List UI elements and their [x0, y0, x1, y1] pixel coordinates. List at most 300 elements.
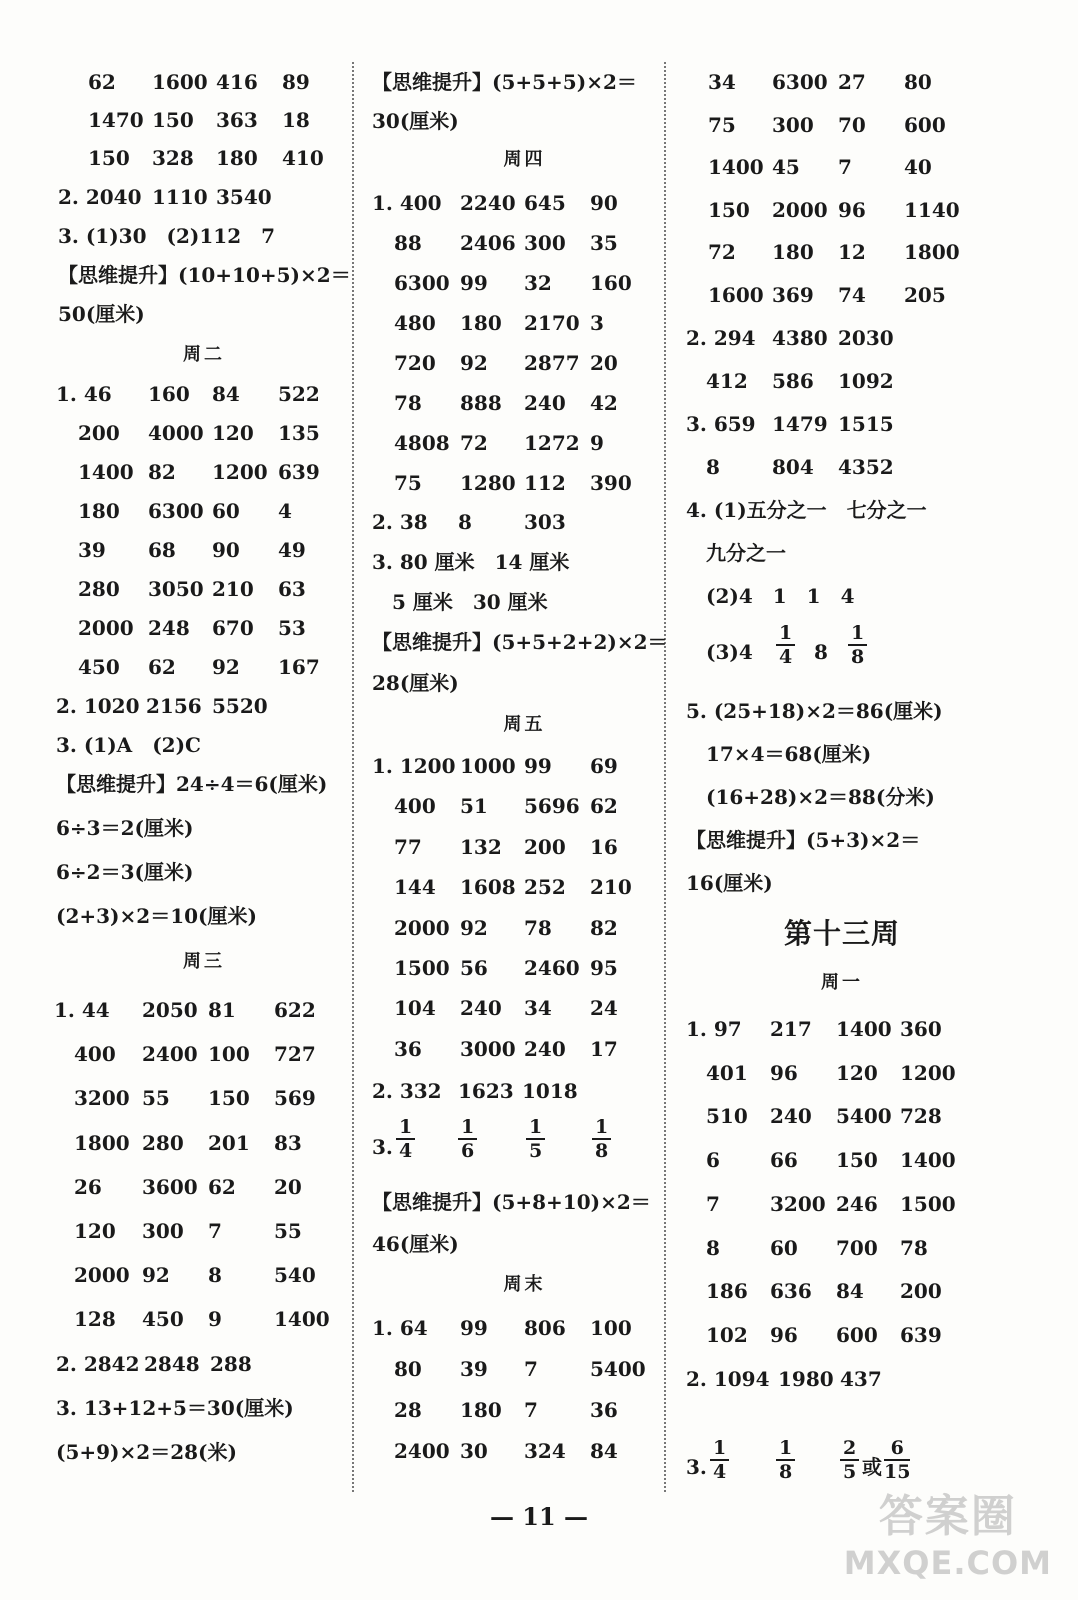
numerator: 1 — [396, 1116, 415, 1140]
fraction — [848, 622, 867, 668]
answer-value: 369 — [772, 283, 814, 307]
answer-value: 1800 — [74, 1130, 130, 1155]
answer-value: 5400 — [836, 1104, 892, 1129]
answer-value: 416 — [216, 70, 258, 94]
answer-value: 128 — [74, 1307, 116, 1332]
answer-value: 1. 64 — [372, 1316, 428, 1340]
answer-value: 2. 1020 — [56, 694, 140, 718]
answer-value: 75 — [708, 112, 736, 137]
answer-value: 480 — [394, 311, 436, 335]
answer-value: 300 — [524, 231, 566, 255]
answer-value: 639 — [278, 460, 320, 484]
denominator: 8 — [779, 1461, 793, 1483]
numerator: 1 — [592, 1116, 611, 1140]
answer-value: 80 — [904, 70, 932, 94]
answer-value: 7 — [208, 1219, 222, 1243]
numerator: 1 — [776, 1437, 795, 1461]
answer-value: 7 — [524, 1357, 538, 1381]
answer-value: 3200 — [770, 1191, 826, 1216]
answer-value: 363 — [216, 108, 258, 132]
answer-value: 39 — [460, 1357, 488, 1381]
answer-value: 1110 — [152, 185, 208, 209]
answer-value: 400 — [74, 1042, 116, 1067]
answer-value: 636 — [770, 1279, 812, 1304]
answer-value: 1608 — [460, 875, 516, 900]
answer-value: 888 — [460, 391, 502, 415]
answer-value: 150 — [708, 197, 750, 222]
answer-value: 246 — [836, 1191, 878, 1216]
answer-value: 1600 — [708, 283, 764, 307]
answer-value: 240 — [770, 1104, 812, 1129]
answer-value: 89 — [282, 70, 310, 94]
answer-value: 5400 — [590, 1357, 646, 1381]
answer-value: 1400 — [708, 155, 764, 180]
answer-value: 2406 — [460, 231, 516, 255]
answer-line: 30(厘米) — [372, 109, 459, 133]
answer-value: 62 — [590, 794, 618, 819]
thinking-answer: 【思维提升】(5+5+2+2)×2＝ — [372, 630, 668, 654]
fraction — [710, 1437, 729, 1483]
answer-value: 180 — [216, 146, 258, 170]
answer-value: 28 — [394, 1398, 422, 1422]
watermark — [844, 1480, 1052, 1582]
answer-value: 437 — [840, 1367, 882, 1391]
answer-value: 90 — [590, 191, 618, 215]
answer-value: 1. 44 — [54, 998, 110, 1022]
answer-value: 120 — [74, 1219, 116, 1243]
day-heading: 周四 — [503, 149, 546, 170]
answer-value: 4000 — [148, 421, 204, 445]
answer-value: 6 — [706, 1148, 720, 1173]
answer-value: 150 — [836, 1148, 878, 1173]
numerator: 1 — [526, 1116, 545, 1140]
answer-value: 5520 — [212, 694, 268, 718]
answer-value: 8 — [208, 1263, 222, 1288]
answer-value: 288 — [210, 1352, 252, 1376]
answer-value: 84 — [212, 382, 240, 406]
answer-value: 569 — [274, 1086, 316, 1111]
answer-value: 12 — [838, 240, 866, 265]
fraction — [776, 1437, 795, 1483]
answer-value: 34 — [708, 70, 736, 94]
answer-value: 30 — [460, 1439, 488, 1463]
answer-value: 42 — [590, 391, 618, 415]
answer-value: 100 — [590, 1316, 632, 1340]
answer-value: 102 — [706, 1322, 748, 1347]
numerator: 1 — [458, 1116, 477, 1140]
answer-value: 450 — [142, 1307, 184, 1332]
answer-line: 17×4＝68(厘米) — [706, 742, 872, 766]
answer-line: 3. (1)A (2)C — [56, 733, 201, 757]
answer-value: 36 — [394, 1036, 422, 1061]
answer-value: 35 — [590, 231, 618, 255]
answer-value: 2000 — [772, 197, 828, 222]
answer-value: 180 — [772, 240, 814, 265]
answer-value: 1140 — [904, 197, 960, 222]
answer-value: 1470 — [88, 108, 144, 132]
answer-value: 99 — [460, 271, 488, 295]
answer-value: 82 — [148, 460, 176, 484]
answer-value: 450 — [78, 655, 120, 679]
answer-line: 28(厘米) — [372, 671, 459, 695]
answer-value: 328 — [152, 146, 194, 170]
answer-value: 2000 — [78, 616, 134, 640]
answer-value: 600 — [904, 112, 946, 137]
day-heading: 周三 — [183, 951, 225, 972]
answer-value: 720 — [394, 351, 436, 375]
answer-line: (2)4 1 1 4 — [706, 584, 855, 608]
answer-value: 2400 — [142, 1042, 198, 1067]
answer-value: 1400 — [78, 460, 134, 484]
answer-value: 2000 — [74, 1263, 130, 1288]
answer-value: 180 — [460, 1398, 502, 1422]
answer-value: 51 — [460, 794, 488, 819]
answer-value: 200 — [78, 421, 120, 445]
answer-value: 112 — [524, 471, 566, 495]
answer-value: 2050 — [142, 998, 198, 1022]
fraction — [884, 1437, 910, 1483]
answer-value: 240 — [524, 391, 566, 415]
question-number: 3. — [372, 1135, 393, 1159]
watermark-line-1: 答案圈 — [878, 1491, 1017, 1542]
answer-value: 412 — [706, 369, 748, 393]
answer-value: 1200 — [900, 1060, 956, 1085]
answer-value: 144 — [394, 875, 436, 900]
answer-value: 100 — [208, 1042, 250, 1067]
or-text: 或 — [862, 1455, 882, 1479]
day-heading: 周末 — [503, 1274, 546, 1295]
answer-value: 510 — [706, 1104, 748, 1129]
answer-value: 88 — [394, 231, 422, 255]
fraction — [592, 1116, 611, 1162]
answer-value: 360 — [900, 1017, 942, 1041]
answer-value: 3540 — [216, 185, 272, 209]
denominator: 5 — [529, 1140, 543, 1162]
answer-value: 3600 — [142, 1174, 198, 1199]
answer-value: 6300 — [772, 70, 828, 94]
answer-value: 2170 — [524, 311, 580, 335]
answer-value: 55 — [274, 1219, 302, 1243]
column-divider — [352, 62, 354, 1492]
answer-line: 5 厘米 30 厘米 — [392, 590, 548, 614]
answer-value: 252 — [524, 875, 566, 900]
answer-value: 390 — [590, 471, 632, 495]
answer-value: 280 — [142, 1130, 184, 1155]
answer-value: 200 — [524, 834, 566, 859]
answer-value: 69 — [590, 754, 618, 778]
answer-value: 82 — [590, 915, 618, 940]
answer-value: 2. 1094 — [686, 1367, 770, 1391]
thinking-answer: 【思维提升】(5+5+5)×2＝ — [372, 70, 637, 94]
answer-line: 6÷3＝2(厘米) — [56, 816, 194, 840]
answer-value: 401 — [706, 1060, 748, 1085]
answer-value: 4808 — [394, 431, 450, 455]
answer-value: 1. 400 — [372, 191, 442, 215]
answer-value: 4352 — [838, 455, 894, 479]
answer-value: 1500 — [394, 956, 450, 980]
answer-value: 300 — [142, 1219, 184, 1243]
day-heading: 周五 — [503, 714, 546, 735]
answer-value: 280 — [78, 577, 120, 601]
answer-value: 160 — [148, 382, 190, 406]
answer-value: 74 — [838, 283, 866, 307]
answer-value: 26 — [74, 1174, 102, 1199]
denominator: 4 — [779, 646, 793, 668]
answer-value: 1980 — [778, 1367, 834, 1391]
answer-value: 8 — [706, 1235, 720, 1260]
answer-value: 180 — [78, 499, 120, 523]
answer-value: 160 — [590, 271, 632, 295]
answer-value: 62 — [148, 655, 176, 679]
answer-value: 70 — [838, 112, 866, 137]
numerator: 1 — [710, 1437, 729, 1461]
answer-value: 167 — [278, 655, 320, 679]
answer-value: 78 — [900, 1235, 928, 1260]
answer-value: 62 — [208, 1174, 236, 1199]
answer-line: 50(厘米) — [58, 302, 145, 326]
answer-value: 34 — [524, 996, 552, 1021]
answer-value: 670 — [212, 616, 254, 640]
answer-value: 92 — [142, 1263, 170, 1288]
denominator: 4 — [399, 1140, 413, 1162]
answer-value: 1800 — [904, 240, 960, 265]
answer-value: 1272 — [524, 431, 580, 455]
answer-value: 3 — [590, 311, 604, 335]
answer-value: 78 — [524, 915, 552, 940]
numerator: 1 — [776, 622, 795, 646]
numerator: 1 — [848, 622, 867, 646]
answer-value: 240 — [524, 1036, 566, 1061]
answer-value: 95 — [590, 956, 618, 980]
answer-value: 9 — [208, 1307, 222, 1332]
answer-line: 6÷2＝3(厘米) — [56, 860, 194, 884]
answer-value: 6300 — [394, 271, 450, 295]
answer-value: 78 — [394, 391, 422, 415]
answer-value: 84 — [590, 1439, 618, 1463]
answer-line: 46(厘米) — [372, 1232, 459, 1256]
answer-value: 68 — [148, 538, 176, 562]
answer-value: 7 — [838, 155, 852, 180]
denominator: 6 — [461, 1140, 475, 1162]
answer-value: 66 — [770, 1148, 798, 1173]
answer-value: 90 — [212, 538, 240, 562]
answer-value: 18 — [282, 108, 310, 132]
answer-value: 39 — [78, 538, 106, 562]
answer-value: 1. 46 — [56, 382, 112, 406]
answer-value: 2. 294 — [686, 326, 756, 350]
answer-value: 2400 — [394, 1439, 450, 1463]
answer-value: 150 — [88, 146, 130, 170]
answer-value: 1200 — [212, 460, 268, 484]
answer-value: 120 — [212, 421, 254, 445]
watermark-line-2: MXQE.COM — [843, 1544, 1052, 1582]
answer-value: 186 — [706, 1279, 748, 1304]
answer-value: 6300 — [148, 499, 204, 523]
answer-value: 45 — [772, 155, 800, 180]
answer-value: 8 — [706, 455, 720, 479]
answer-value: 324 — [524, 1439, 566, 1463]
answer-value: 1280 — [460, 471, 516, 495]
answer-value: 60 — [212, 499, 240, 523]
answer-value: (3)4 — [706, 640, 753, 664]
answer-value: 5696 — [524, 794, 580, 819]
numerator: 2 — [840, 1437, 859, 1461]
answer-value: 8 — [458, 510, 472, 534]
denominator: 15 — [884, 1461, 911, 1483]
answer-value: 622 — [274, 998, 316, 1022]
thinking-answer: 【思维提升】(5+8+10)×2＝ — [372, 1190, 651, 1214]
answer-value: 56 — [460, 956, 488, 980]
answer-value: 1623 — [458, 1079, 514, 1103]
denominator: 5 — [843, 1461, 857, 1483]
answer-value: 700 — [836, 1235, 878, 1260]
answer-value: 150 — [208, 1086, 250, 1111]
answer-value: 96 — [838, 197, 866, 222]
answer-value: 7 — [706, 1191, 720, 1216]
answer-value: 240 — [460, 996, 502, 1021]
answer-value: 72 — [460, 431, 488, 455]
day-heading: 周一 — [821, 972, 863, 993]
answer-value: 120 — [836, 1060, 878, 1085]
answer-value: 9 — [590, 431, 604, 455]
answer-value: 83 — [274, 1130, 302, 1155]
answer-value: 3200 — [74, 1086, 130, 1111]
answer-value: 55 — [142, 1086, 170, 1111]
answer-value: 99 — [524, 754, 552, 778]
answer-value: 132 — [460, 834, 502, 859]
answer-value: 20 — [590, 351, 618, 375]
answer-value: 4 — [278, 499, 292, 523]
answer-line: 3. 13+12+5＝30(厘米) — [56, 1396, 294, 1420]
answer-value: 96 — [770, 1060, 798, 1085]
fraction — [776, 622, 795, 668]
answer-value: 200 — [900, 1279, 942, 1304]
answer-value: 2. 2842 — [56, 1352, 140, 1376]
answer-value: 92 — [460, 351, 488, 375]
thinking-answer: 【思维提升】(5+3)×2＝ — [686, 828, 921, 852]
answer-value: 99 — [460, 1316, 488, 1340]
answer-value: 540 — [274, 1263, 316, 1288]
answer-value: 410 — [282, 146, 324, 170]
answer-value: 2. 38 — [372, 510, 428, 534]
answer-value: 2000 — [394, 915, 450, 940]
week-heading: 第十三周 — [783, 917, 900, 950]
answer-value: 201 — [208, 1130, 250, 1155]
question-number: 3. — [686, 1455, 707, 1479]
answer-value: 150 — [152, 108, 194, 132]
answer-value: 205 — [904, 283, 946, 307]
answer-value: 27 — [838, 70, 866, 94]
answer-value: 1400 — [274, 1307, 330, 1332]
answer-value: 645 — [524, 191, 566, 215]
answer-value: 3000 — [460, 1036, 516, 1061]
answer-value: 75 — [394, 471, 422, 495]
answer-line: 3. (1)30 (2)112 7 — [58, 224, 276, 248]
page-number: — 11 — — [489, 1502, 589, 1531]
answer-value: 1092 — [838, 369, 894, 393]
answer-value: 16 — [590, 834, 618, 859]
answer-value: 2240 — [460, 191, 516, 215]
answer-value: 727 — [274, 1042, 316, 1067]
answer-value: 1400 — [836, 1017, 892, 1041]
answer-value: 3050 — [148, 577, 204, 601]
answer-line: 16(厘米) — [686, 871, 773, 895]
answer-value: 53 — [278, 616, 306, 640]
thinking-answer: 【思维提升】24÷4＝6(厘米) — [56, 772, 328, 796]
answer-value: 104 — [394, 996, 436, 1021]
answer-line: 九分之一 — [706, 541, 786, 565]
answer-value: 62 — [88, 70, 116, 94]
answer-value: 72 — [708, 240, 736, 265]
answer-value: 2848 — [144, 1352, 200, 1376]
answer-value: 3. 659 — [686, 412, 756, 436]
answer-value: 63 — [278, 577, 306, 601]
answer-line: 4. (1)五分之一 七分之一 — [686, 498, 927, 522]
thinking-answer: 【思维提升】(10+10+5)×2＝ — [58, 263, 351, 287]
answer-line: 3. 80 厘米 14 厘米 — [372, 550, 570, 574]
answer-value: 36 — [590, 1398, 618, 1422]
fraction — [396, 1116, 415, 1162]
answer-value: 1. 97 — [686, 1017, 742, 1041]
answer-value: 1500 — [900, 1191, 956, 1216]
answer-value: 639 — [900, 1322, 942, 1347]
answer-value: 804 — [772, 455, 814, 479]
answer-value: 92 — [460, 915, 488, 940]
answer-value: 1479 — [772, 412, 828, 436]
answer-value: 2877 — [524, 351, 580, 375]
answer-value: 300 — [772, 112, 814, 137]
answer-line: (5+9)×2＝28(米) — [56, 1440, 237, 1464]
denominator: 4 — [713, 1461, 727, 1483]
answer-value: 2156 — [146, 694, 202, 718]
answer-value: 210 — [590, 875, 632, 900]
answer-value: 1. 1200 — [372, 754, 456, 778]
day-heading: 周二 — [183, 344, 225, 365]
answer-value: 135 — [278, 421, 320, 445]
answer-value: 20 — [274, 1174, 302, 1199]
answer-value: 24 — [590, 996, 618, 1021]
fraction — [526, 1116, 545, 1162]
answer-value: 180 — [460, 311, 502, 335]
answer-value: 600 — [836, 1322, 878, 1347]
denominator: 8 — [595, 1140, 609, 1162]
numerator: 6 — [884, 1437, 910, 1461]
answer-value: 49 — [278, 538, 306, 562]
answer-value: 217 — [770, 1017, 812, 1041]
answer-line: (2+3)×2＝10(厘米) — [56, 904, 257, 928]
answer-value: 84 — [836, 1279, 864, 1304]
answer-value: 400 — [394, 794, 436, 819]
fraction — [840, 1437, 859, 1483]
answer-value: 1400 — [900, 1148, 956, 1173]
answer-value: 81 — [208, 998, 236, 1022]
answer-value: 60 — [770, 1235, 798, 1260]
answer-line: 5. (25+18)×2＝86(厘米) — [686, 699, 943, 723]
answer-value: 92 — [212, 655, 240, 679]
answer-value: 8 — [814, 640, 828, 664]
answer-line: (16+28)×2＝88(分米) — [706, 785, 935, 809]
answer-value: 2. 2040 — [58, 185, 142, 209]
answer-value: 303 — [524, 510, 566, 534]
answer-value: 1000 — [460, 754, 516, 778]
fraction — [458, 1116, 477, 1162]
answer-value: 77 — [394, 834, 422, 859]
answer-value: 1018 — [522, 1079, 578, 1103]
answer-value: 1515 — [838, 412, 894, 436]
answer-value: 210 — [212, 577, 254, 601]
answer-value: 586 — [772, 369, 814, 393]
answer-value: 7 — [524, 1398, 538, 1422]
